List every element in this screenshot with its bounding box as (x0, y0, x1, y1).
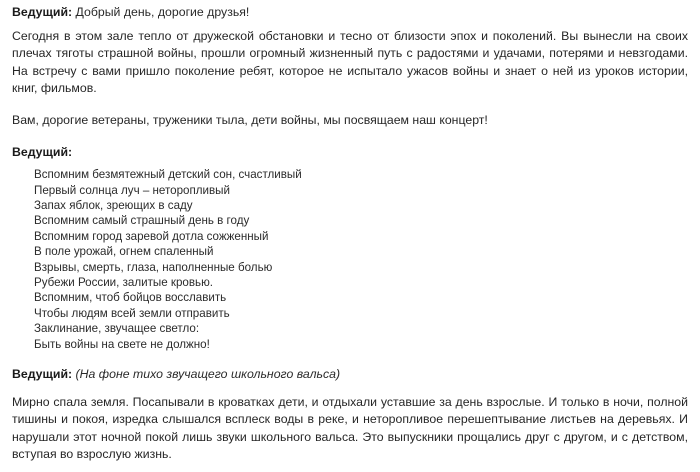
speaker-line-greeting (12, 4, 688, 22)
paragraph-narrative: Мирно спала земля. Посапывали в кроватках дети, и отдыхали уставшие за день взрослые. И только в ночи, полной тишины и покоя, изредка слышался всплеск воды в реке, и неторопливое перешептывание листьев на деревьях. И нарушали этот ночной покой лишь звуки школьного вальса. Это выпускники прощались друг с другом, и с детством, вступая во взрослую жизнь. (12, 394, 688, 462)
verse-line: Рубежи России, залитые кровью. (34, 276, 214, 289)
verse-line: Первый солнца луч – неторопливый (34, 183, 230, 197)
verse-line: Вспомним город заревой дотла сожженный (34, 229, 269, 243)
speaker-label: Ведущий: (12, 367, 73, 382)
verse-block (12, 167, 688, 352)
speaker-label: Ведущий: (12, 144, 73, 159)
stage-direction: (На фоне тихо звучащего школьного вальса) (72, 367, 341, 382)
verse-line: Быть войны на свете не должно! (34, 337, 210, 351)
spacer (12, 352, 688, 366)
verse-line: Вспомним самый страшный день в году (34, 214, 250, 228)
verse-line: В поле урожай, огнем спаленный (34, 245, 214, 259)
speaker-text: Добрый день, дорогие друзья! (72, 5, 250, 19)
speaker-label: Ведущий: (12, 5, 73, 19)
verse-line: Вспомним, чтоб бойцов восславить (34, 291, 227, 305)
verse-line: Заклинание, звучащее светло: (34, 322, 200, 336)
paragraph-intro: Сегодня в этом зале тепло от дружеской обстановки и тесно от близости эпох и поколений. Вы вынесли на своих плечах тяготы страшной войны, прошли огромный жизненный путь с радостями и удачами, потерями и невзгодами. На встречу с вами пришло поколение ребят, которое не испытало ужасов войны и знает о ней из уроков истории, книг, фильмов. (12, 28, 688, 96)
verse-line: Запах яблок, зреющих в саду (34, 198, 193, 212)
verse-line: Чтобы людям всей земли отправить (34, 306, 230, 320)
speaker-line-third (12, 366, 688, 384)
paragraph-dedication: Вам, дорогие ветераны, труженики тыла, дети войны, мы посвящаем наш концерт! (12, 112, 488, 127)
verse-line: Взрывы, смерть, глаза, наполненные болью (34, 260, 273, 274)
speaker-line-second (12, 144, 688, 162)
verse-line: Вспомним безмятежный детский сон, счастливый (34, 168, 302, 182)
